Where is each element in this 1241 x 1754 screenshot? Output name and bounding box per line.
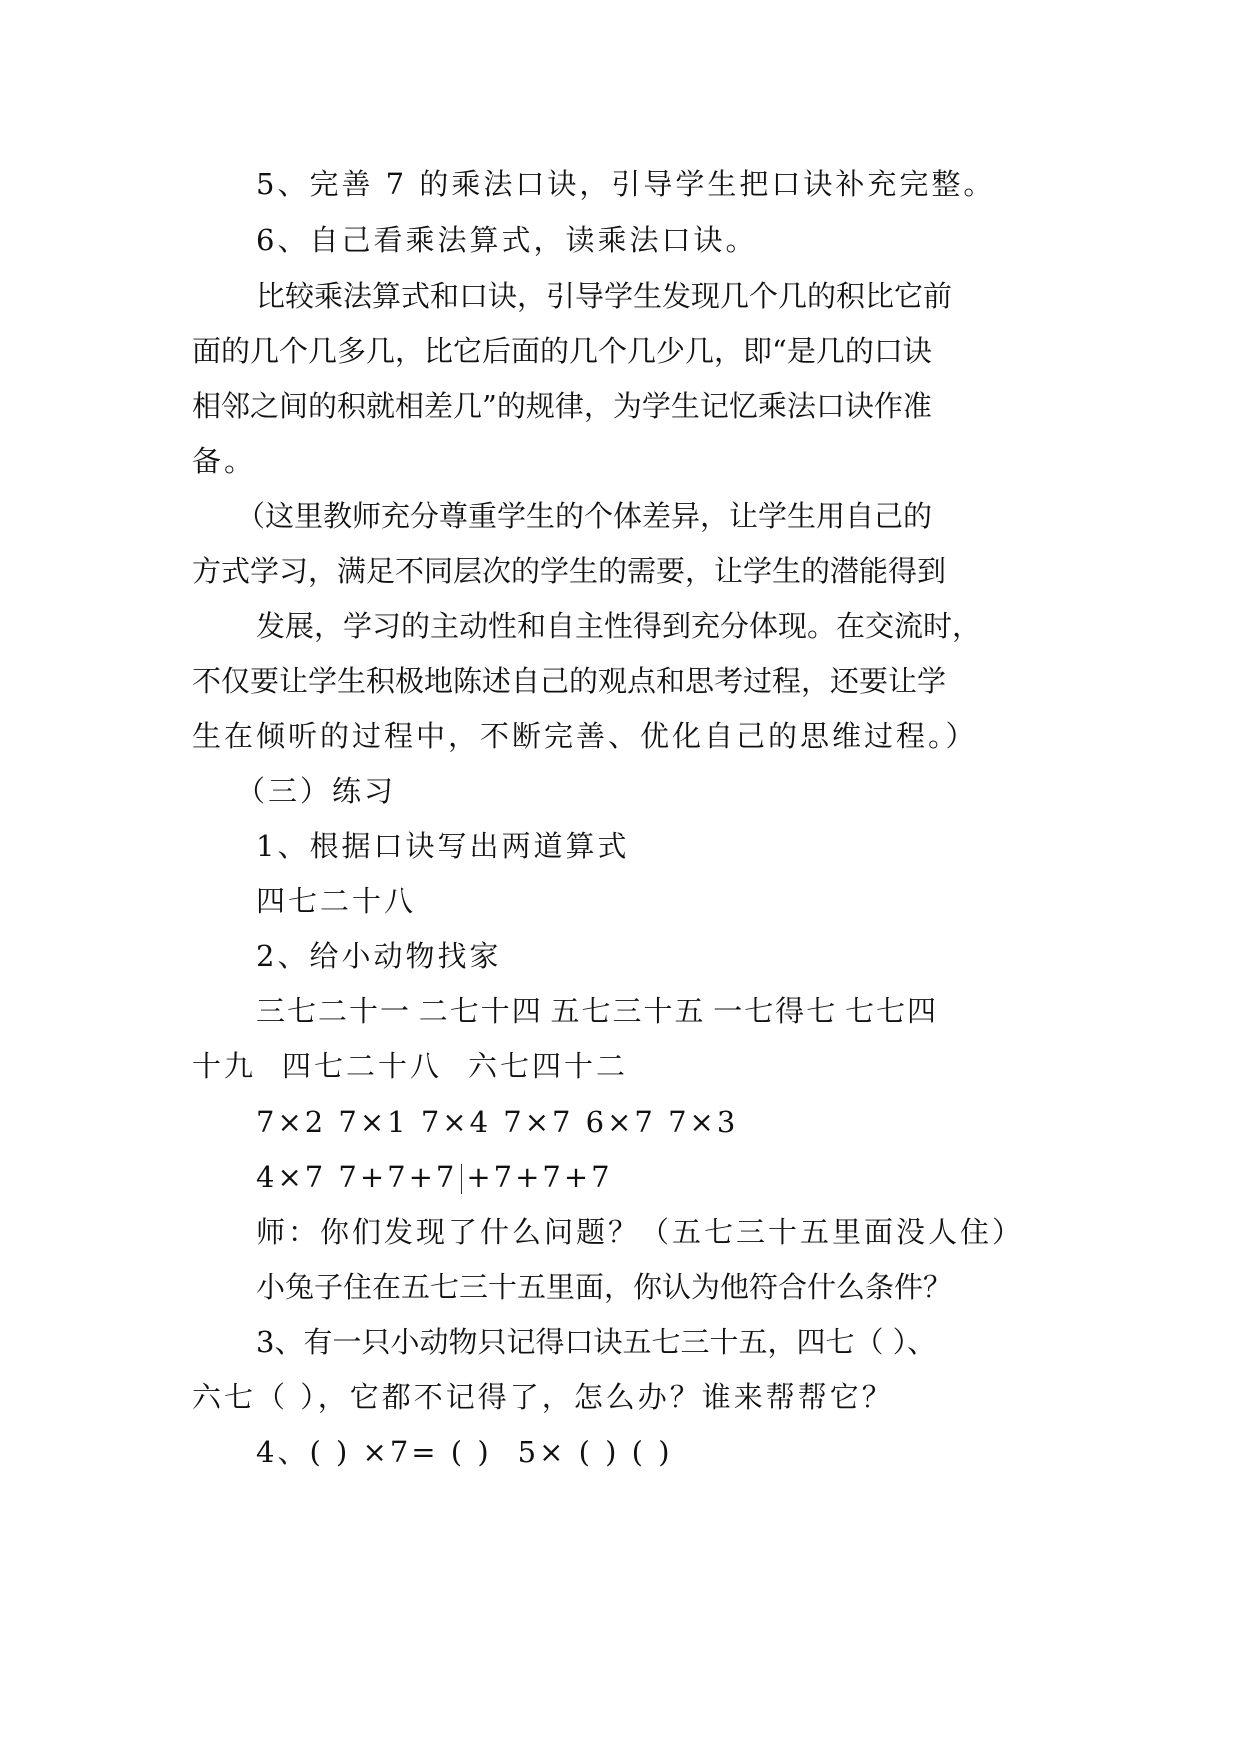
rabbit-question: 小兔子住在五七三十五里面，你认为他符合什么条件？ xyxy=(256,1270,953,1304)
question-2-expressions-row-2 xyxy=(256,1157,613,1197)
word-card: 十九 xyxy=(192,1049,257,1083)
word-card: 六七四十二 xyxy=(468,1049,629,1083)
word-card: 二七十四 xyxy=(418,994,543,1028)
teacher-question: 师：你们发现了什么问题？ xyxy=(256,1215,641,1249)
question-2-text: 2、给小动物找家 xyxy=(256,939,502,973)
word-card: 一七得七 xyxy=(713,994,838,1028)
question-4-part-a: 4、( ) ×7= ( ) xyxy=(256,1435,492,1469)
question-2-words-row-1 xyxy=(256,991,938,1031)
teacher-note-line-2: 方式学习，满足不同层次的学生的需要，让学生的潜能得到 xyxy=(192,554,947,588)
word-card: 五七三十五 xyxy=(550,994,706,1028)
question-4-part-b: 5× ( ) ( ) xyxy=(517,1435,673,1469)
paragraph-compare-line-4: 备。 xyxy=(192,444,257,478)
teacher-note-line-5: 生在倾听的过程中，不断完善、优化自己的思维过程。） xyxy=(192,719,978,753)
teacher-note-line-3: 发展，学习的主动性和自主性得到充分体现。在交流时， xyxy=(256,609,982,643)
question-3-line-1: 3、有一只小动物只记得口诀五七三十五，四七（ ）、 xyxy=(256,1325,937,1359)
word-card: 四七二十八 xyxy=(282,1049,443,1083)
question-2-words-row-2 xyxy=(192,1046,628,1086)
step-5-text: 5、完善 7 的乘法口诀，引导学生把口诀补充完整。 xyxy=(256,167,996,201)
paragraph-compare-line-1: 比较乘法算式和口诀，引导学生发现几个几的积比它前 xyxy=(256,279,953,313)
question-1-text: 1、根据口诀写出两道算式 xyxy=(256,829,630,863)
question-2-expressions-row-1: 7×2 7×1 7×4 7×7 6×7 7×3 xyxy=(256,1105,739,1139)
paragraph-compare-line-3: 相邻之间的积就相差几”的规律，为学生记忆乘法口诀作准 xyxy=(192,389,932,423)
word-card: 三七二十一 xyxy=(256,994,412,1028)
paragraph-compare-line-2: 面的几个几多几，比它后面的几个几少几，即“是几的口诀 xyxy=(192,334,932,368)
teacher-question-row xyxy=(256,1212,1025,1252)
step-6-text: 6、自己看乘法算式，读乘法口诀。 xyxy=(256,223,758,257)
teacher-note-line-4: 不仅要让学生积极地陈述自己的观点和思考过程，还要让学 xyxy=(192,664,947,698)
teacher-answer: （五七三十五里面没人住） xyxy=(640,1215,1025,1249)
cursor-mark xyxy=(461,1164,462,1194)
question-1-item: 四七二十八 xyxy=(256,884,417,918)
question-4-row xyxy=(256,1432,673,1472)
section-heading-practice: （三）练习 xyxy=(236,774,397,808)
question-3-line-2: 六七（ ），它都不记得了，怎么办？谁来帮帮它？ xyxy=(192,1380,894,1414)
word-card: 七七四 xyxy=(844,994,938,1028)
expression-part: +7+7+7 xyxy=(466,1160,613,1194)
expression-part: 4×7 7+7+7 xyxy=(256,1160,458,1194)
teacher-note-line-1: （这里教师充分尊重学生的个体差异，让学生用自己的 xyxy=(236,499,933,533)
